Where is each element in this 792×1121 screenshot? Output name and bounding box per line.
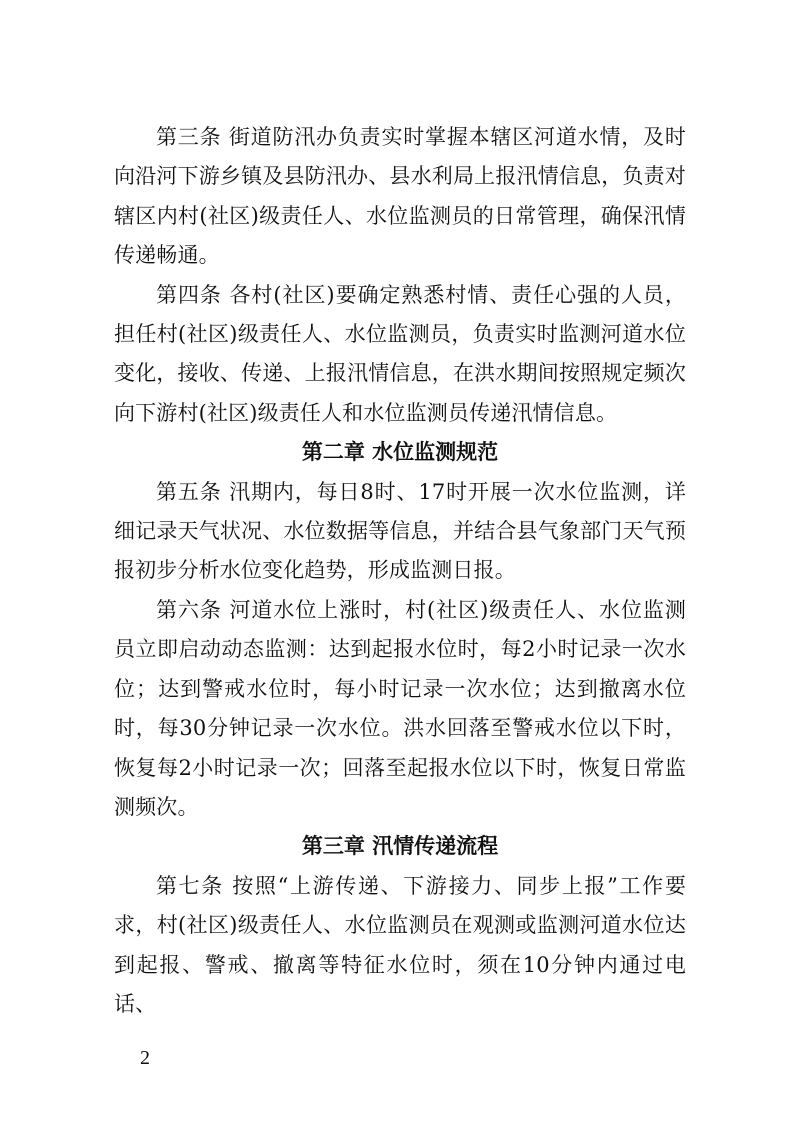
document-body — [114, 118, 686, 1024]
article-5-paragraph: 第五条 汛期内，每日8时、17时开展一次水位监测，详细记录天气状况、水位数据等信息，并结合县气象部门天气预报初步分析水位变化趋势，形成监测日报。 — [114, 479, 686, 583]
article-4-paragraph: 第四条 各村(社区)要确定熟悉村情、责任心强的人员，担任村(社区)级责任人、水位监测员，负责实时监测河道水位变化，接收、传递、上报汛情信息，在洪水期间按照规定频次向下游村(社区)级责任人和水位监测员传递汛情信息。 — [114, 282, 686, 425]
page-number: 2 — [140, 1047, 150, 1069]
article-3-paragraph: 第三条 街道防汛办负责实时掌握本辖区河道水情，及时向沿河下游乡镇及县防汛办、县水利局上报汛情信息，负责对辖区内村(社区)级责任人、水位监测员的日常管理，确保汛情传递畅通。 — [114, 125, 686, 268]
article-6-paragraph: 第六条 河道水位上涨时，村(社区)级责任人、水位监测员立即启动动态监测：达到起报水位时，每2小时记录一次水位；达到警戒水位时，每小时记录一次水位；达到撤离水位时，每30分钟记录一次水位。洪水回落至警戒水位以下时，恢复每2小时记录一次；回落至起报水位以下时，恢复日常监测频次。 — [114, 597, 686, 819]
chapter-3-heading: 第三章 汛情传递流程 — [301, 834, 499, 859]
article-7-paragraph: 第七条 按照“上游传递、下游接力、同步上报”工作要求，村(社区)级责任人、水位监测员在观测或监测河道水位达到起报、警戒、撤离等特征水位时，须在10分钟内通过电话、 — [114, 873, 686, 1016]
chapter-2-heading: 第二章 水位监测规范 — [301, 440, 499, 465]
